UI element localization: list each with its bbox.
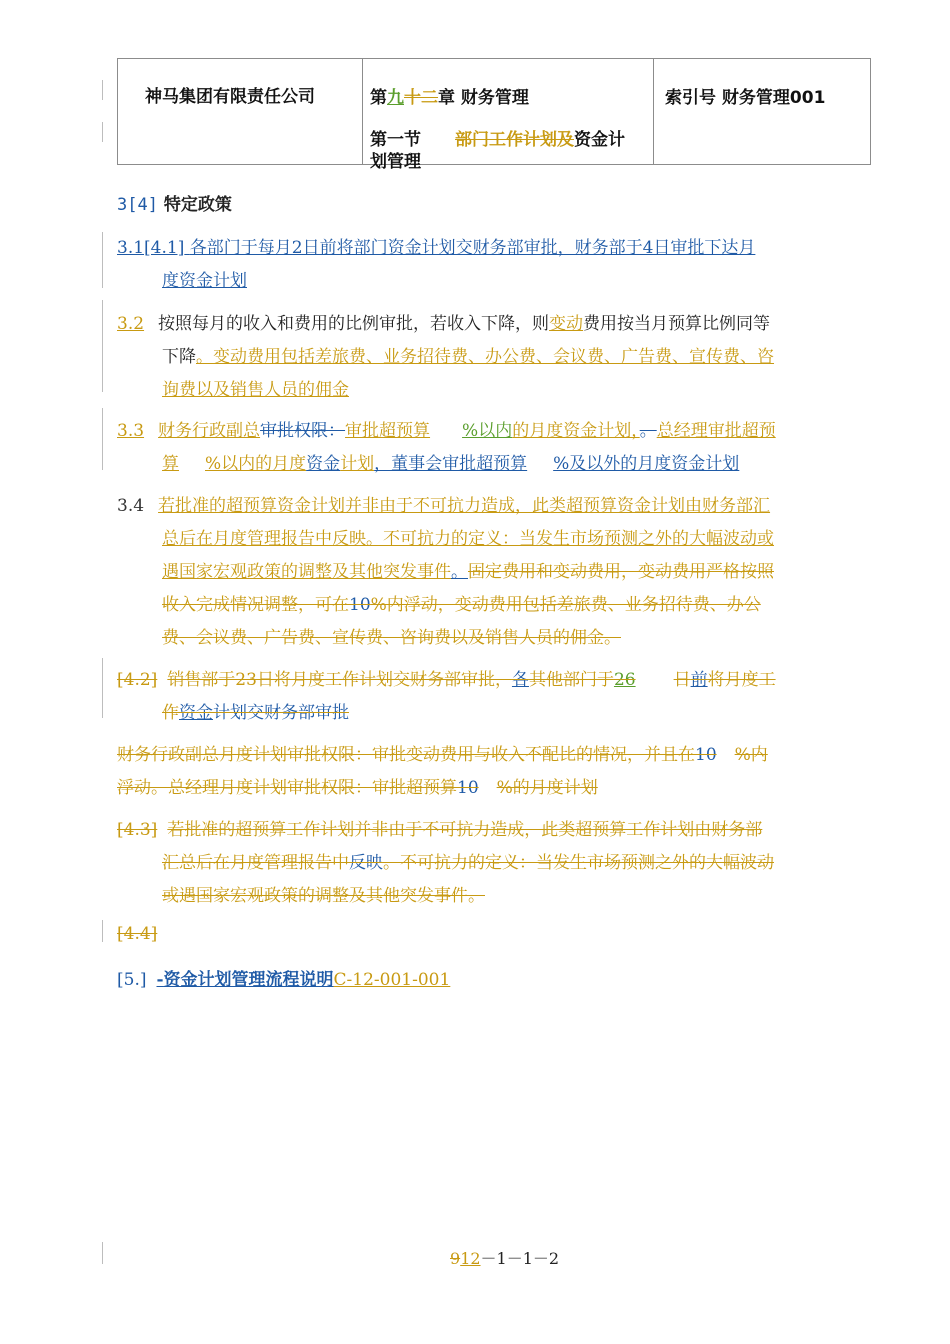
item-3-1-line1: [117, 233, 755, 258]
deleted-4-3-l1: 若批准的超预算工作计划并非由于不可抗力造成，此类超预算工作计划由财务部: [167, 820, 763, 840]
item-3-4-line1: [117, 491, 770, 516]
flow-text: 资金计划管理流程说明: [163, 970, 334, 990]
item-3-3-b1: 算: [162, 454, 179, 474]
chapter-num-deleted: 十二: [404, 88, 438, 108]
deleted-finance-line1: [117, 740, 768, 765]
item-3-4-number: 3.4: [117, 496, 145, 516]
flow-code: C-12-001-001: [333, 970, 451, 990]
deleted-4-2-b1: 作: [162, 703, 179, 723]
deleted-4-2-a6: 前: [690, 670, 708, 690]
item-3-2-line2: [162, 342, 774, 367]
change-bar: [102, 920, 103, 942]
item-3-3-a5: 的月度资金计划，: [512, 421, 640, 441]
flow-dash: -: [156, 970, 164, 990]
deleted-4-2-a4: 26: [613, 670, 636, 690]
item-3-1-number: 3.1[4.1]: [117, 238, 185, 258]
item-3-2-number: 3.2: [117, 314, 145, 334]
header-cell-index: [654, 59, 870, 164]
index-value: 财务管理001: [721, 88, 826, 108]
deleted-4-3-l2c: 。不可抗力的定义：当发生市场预测之外的大幅波动: [383, 853, 774, 873]
item-3-3-b2: %以内的月度: [205, 454, 307, 474]
item-3-3-number: 3.3: [117, 421, 145, 441]
index-number: [665, 83, 825, 108]
change-bar: [102, 232, 103, 288]
item-3-2-text-a2: 变动: [549, 314, 584, 334]
deleted-4-2-line1: [117, 665, 776, 690]
deleted-4-3-l2a: 汇总后在月度管理报告中: [162, 853, 349, 873]
deleted-4-2-a2: 各: [511, 670, 529, 690]
company-name: 神马集团有限责任公司: [145, 87, 315, 107]
deleted-4-2-line2: [162, 698, 349, 723]
item-3-3-a6: 。: [639, 421, 657, 441]
deleted-4-2-a3: 其他部门于: [528, 670, 614, 690]
change-bar: [102, 1242, 103, 1264]
item-3-2-line3: 询费以及销售人员的佣金: [162, 380, 349, 400]
deleted-4-3-number: [4.3]: [117, 820, 158, 840]
deleted-4-2-number: [4.2]: [117, 670, 158, 690]
deleted-finance-a2: 10: [695, 745, 717, 765]
item-3-3-a2: 审批权限：: [260, 421, 346, 441]
item-3-4-l3a: 遇国家宏观政策的调整及其他突发事件: [162, 562, 451, 582]
deleted-finance-b2: 10: [457, 778, 479, 798]
item-3-4-line2: 总后在月度管理报告中反映。不可抗力的定义：当发生市场预测之外的大幅波动或: [162, 529, 774, 549]
page-number-deleted: 9: [450, 1249, 461, 1268]
deleted-finance-a3: %内: [734, 745, 768, 765]
item-3-3-a3: 审批超预算: [345, 421, 431, 441]
change-bar: [102, 658, 103, 718]
section-heading: [117, 190, 232, 215]
item-3-4-line5: 费、会议费、广告费、宣传费、咨询费以及销售人员的佣金。: [162, 628, 621, 648]
deleted-finance-b3: %的月度计划: [496, 778, 598, 798]
deleted-4-4: [4.4]: [117, 924, 158, 944]
chapter-prefix: 第: [370, 88, 387, 108]
deleted-finance-line2: [117, 773, 598, 798]
deleted-4-2-a1: 销售部于23日将月度工作计划交财务部审批，: [167, 670, 512, 690]
item-3-1-line2: 度资金计划: [162, 271, 247, 291]
item-3-4-l3c: 固定费用和变动费用，变动费用严格按照: [468, 562, 774, 582]
flow-number: [5.]: [117, 970, 147, 990]
section-title-rest: 资金计: [574, 130, 625, 150]
change-bar: [102, 80, 103, 100]
item-3-2-text-a3: 费用按当月预算比例同等: [583, 314, 771, 334]
section-title-line2: 划管理: [370, 152, 421, 172]
heading-title: 特定政策: [163, 195, 232, 215]
deleted-4-2-a5: 日: [673, 670, 691, 690]
item-3-4-l1: 若批准的超预算资金计划并非由于不可抗力造成，此类超预算资金计划由财务部汇: [158, 496, 771, 516]
heading-number: 3[4]: [117, 195, 158, 215]
item-3-4-line3: [162, 557, 774, 582]
item-3-4-l3b: 。: [451, 562, 468, 582]
item-3-3-b6: %及以外的月度资金计划: [553, 454, 740, 474]
deleted-4-2-b2: 资金: [179, 703, 213, 723]
page-number-inserted: 12: [460, 1249, 481, 1268]
item-3-1-text-a: 各部门于每月2日前将部门资金计划交财务部审批，财务部于4日审批下达月: [189, 238, 756, 258]
deleted-4-3-l2b: 反映: [349, 853, 383, 873]
flow-reference: [117, 965, 450, 990]
deleted-4-3-line3: 或遇国家宏观政策的调整及其他突发事件。: [162, 886, 485, 906]
item-3-4-l4b: 10: [349, 595, 371, 615]
deleted-4-2-b3: 计划交财务部审批: [213, 703, 349, 723]
item-3-2-text-a1: 按照每月的收入和费用的比例审批，若收入下降，则: [158, 314, 550, 334]
item-3-3-a7: 总经理审批超预: [656, 421, 776, 441]
item-3-2-text-b2: 。变动费用包括差旅费、业务招待费、办公费、会议费、广告费、宣传费、咨: [196, 347, 774, 367]
item-3-2-text-b1: 下降: [162, 347, 196, 367]
deleted-finance-a1: 财务行政副总月度计划审批权限：审批变动费用与收入不配比的情况，并且在: [117, 745, 695, 765]
item-3-3-a1: 财务行政副总: [158, 421, 261, 441]
section-label: 第一节: [370, 130, 421, 150]
header-cell-company: [118, 59, 363, 164]
chapter-title: [370, 83, 529, 108]
item-3-4-line4: [162, 590, 761, 615]
item-3-3-a4: %以内: [462, 421, 513, 441]
deleted-4-3-line2: [162, 848, 774, 873]
change-bar: [102, 408, 103, 470]
change-bar: [102, 122, 103, 142]
deleted-4-2-a7: 将月度工: [707, 670, 776, 690]
section-title-changed: 部门工作计划及: [455, 130, 574, 150]
item-3-2-line1: [117, 309, 770, 334]
deleted-finance-b1: 浮动。总经理月度计划审批权限：审批超预算: [117, 778, 457, 798]
item-3-3-line2: [162, 449, 739, 474]
page-number-rest: －1－1－2: [480, 1249, 560, 1268]
deleted-4-3-line1: [117, 815, 762, 840]
index-label: 索引号: [665, 88, 716, 108]
item-3-4-l4c: %内浮动，变动费用包括差旅费、业务招待费、办公: [370, 595, 761, 615]
item-3-3-b3: 资金: [306, 454, 341, 474]
item-3-4-l4a: 收入完成情况调整，可在: [162, 595, 349, 615]
page-number: [450, 1246, 559, 1269]
item-3-3-b4: 计划: [340, 454, 375, 474]
item-3-3-b5: ，董事会审批超预算: [374, 454, 528, 474]
chapter-num-inserted: 九: [387, 88, 404, 108]
item-3-3-line1: [117, 416, 776, 441]
chapter-suffix: 章 财务管理: [438, 88, 529, 108]
change-bar: [102, 300, 103, 392]
